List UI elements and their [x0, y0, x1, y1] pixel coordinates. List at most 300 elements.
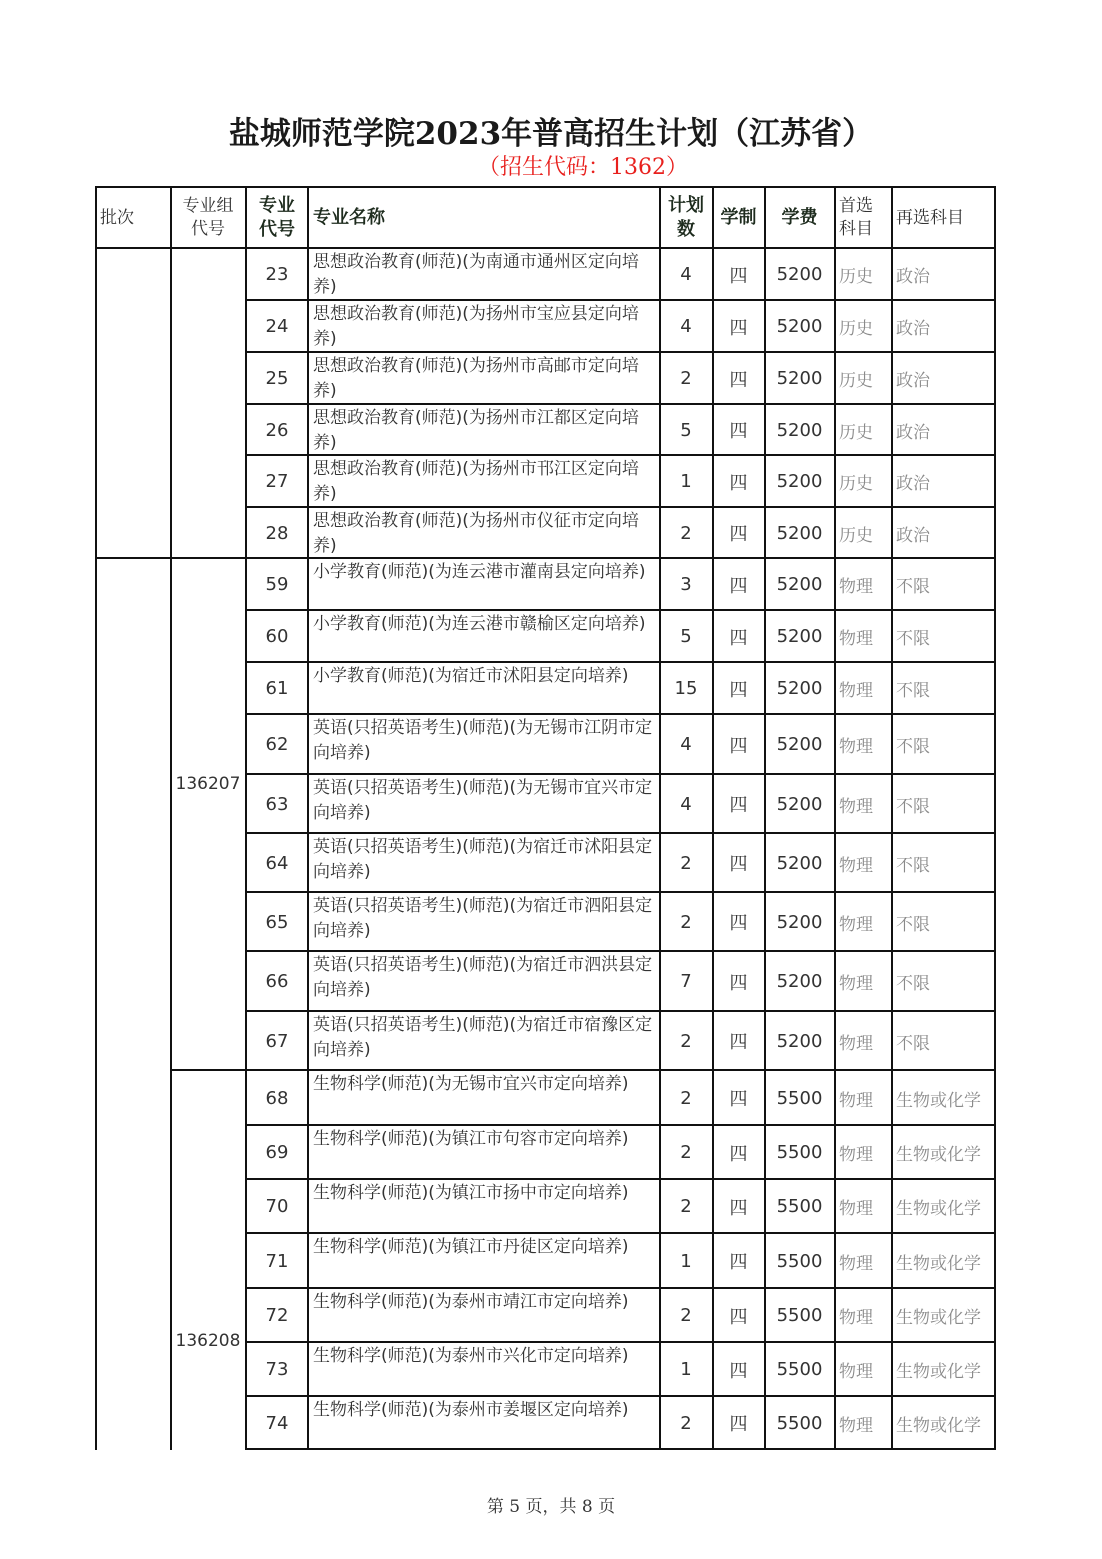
cell-second: [892, 301, 995, 352]
cell-duration: [713, 1397, 764, 1449]
cell-duration: [713, 301, 764, 352]
cell-plan-text: 2: [680, 1142, 692, 1163]
cell-duration-text: 四: [729, 265, 748, 287]
cell-tuition-text: 5500: [776, 1196, 823, 1217]
cell-second-text: 政治: [896, 267, 930, 287]
cell-name: [309, 1180, 659, 1233]
cell-code-text: 65: [265, 911, 289, 933]
cell-name-text: 思想政治教育(师范)(为扬州市仪征市定向培养): [313, 511, 639, 556]
cell-duration-text: 四: [729, 627, 748, 649]
cell-name-text: 生物科学(师范)(为泰州市兴化市定向培养): [313, 1346, 629, 1366]
cell-code-text: 62: [265, 734, 289, 755]
cell-duration-text: 四: [729, 1143, 748, 1165]
cell-code-text: 67: [265, 1030, 289, 1052]
header-major-code: [246, 188, 308, 248]
cell-name: [309, 611, 659, 662]
cell-tuition: [765, 663, 834, 714]
cell-second-text: 生物或化学: [896, 1362, 981, 1382]
cell-code-text: 63: [265, 793, 289, 815]
cell-tuition: [765, 834, 834, 892]
cell-duration-text: 四: [729, 317, 748, 339]
cell-second: [892, 715, 995, 774]
cell-code-text: 70: [265, 1196, 289, 1217]
cell-duration-text: 四: [729, 575, 748, 597]
header-group-code-line2: 代号: [191, 219, 225, 239]
cell-code: [246, 508, 308, 558]
cell-code-text: 71: [265, 1250, 289, 1272]
group-code-cell: [171, 1071, 245, 1449]
cell-code-text: 24: [265, 316, 289, 337]
cell-second: [892, 405, 995, 455]
header-major-name-label: 专业名称: [313, 207, 385, 228]
cell-first: [835, 1289, 891, 1342]
cell-duration-text: 四: [729, 524, 748, 545]
cell-second-text: 不限: [896, 974, 930, 994]
cell-duration-text: 四: [729, 1089, 748, 1110]
cell-plan-text: 2: [680, 1196, 692, 1217]
cell-tuition-text: 5200: [776, 971, 823, 992]
header-major-code-line2: 代号: [259, 219, 295, 240]
cell-first: [835, 775, 891, 833]
cell-name: [309, 1071, 659, 1125]
cell-name-text: 英语(只招英语考生)(师范)(为宿迁市泗阳县定向培养): [313, 896, 653, 941]
cell-plan-text: 2: [680, 911, 692, 933]
cell-code: [246, 834, 308, 892]
cell-duration-text: 四: [729, 854, 748, 875]
cell-plan-text: 3: [680, 574, 692, 595]
cell-plan-text: 2: [680, 1087, 692, 1109]
cell-duration-text: 四: [729, 972, 748, 994]
header-batch: [96, 188, 170, 248]
cell-first-text: 物理: [839, 855, 873, 876]
cell-code: [246, 775, 308, 833]
cell-tuition: [765, 1126, 834, 1179]
cell-tuition-text: 5200: [776, 734, 823, 755]
cell-first-text: 物理: [839, 1145, 873, 1165]
cell-code: [246, 559, 308, 610]
cell-first-text: 物理: [839, 974, 873, 994]
header-first-subject: [835, 188, 891, 248]
cell-second-text: 生物或化学: [896, 1145, 981, 1165]
cell-code: [246, 893, 308, 951]
cell-plan: [660, 1126, 712, 1179]
cell-plan-text: 4: [680, 793, 692, 815]
cell-duration: [713, 405, 764, 455]
cell-tuition: [765, 353, 834, 404]
cell-first-text: 物理: [839, 1415, 873, 1436]
cell-tuition-text: 5200: [776, 626, 823, 647]
cell-second-text: 生物或化学: [896, 1253, 981, 1274]
cell-second: [892, 1126, 995, 1179]
cell-name-text: 思想政治教育(师范)(为扬州市江都区定向培养): [313, 408, 639, 453]
cell-plan: [660, 1180, 712, 1233]
cell-tuition-text: 5200: [776, 1030, 823, 1052]
cell-duration-text: 四: [729, 795, 748, 816]
cell-tuition: [765, 301, 834, 352]
cell-plan: [660, 1012, 712, 1070]
cell-tuition: [765, 1180, 834, 1233]
cell-first: [835, 353, 891, 404]
cell-first: [835, 1126, 891, 1179]
cell-tuition-text: 5200: [776, 368, 823, 389]
cell-plan-text: 15: [674, 678, 698, 699]
cell-name-text: 英语(只招英语考生)(师范)(为宿迁市宿豫区定向培养): [313, 1015, 653, 1060]
cell-code: [246, 301, 308, 352]
cell-first-text: 历史: [839, 474, 873, 494]
enrollment-code-subtitle: （招生代码：1362）: [478, 155, 688, 180]
cell-plan-text: 2: [680, 1030, 692, 1052]
cell-code: [246, 715, 308, 774]
cell-duration-text: 四: [729, 421, 748, 442]
cell-tuition-text: 5500: [776, 1142, 823, 1163]
cell-code-text: 25: [265, 368, 289, 389]
cell-name: [309, 559, 659, 610]
cell-second: [892, 353, 995, 404]
header-duration: [713, 188, 764, 248]
cell-name: [309, 249, 659, 300]
cell-code: [246, 663, 308, 714]
cell-code: [246, 1071, 308, 1125]
cell-plan-text: 4: [680, 734, 692, 755]
cell-plan-text: 2: [680, 368, 692, 389]
cell-code-text: 28: [265, 522, 289, 544]
cell-name: [309, 834, 659, 892]
cell-name-text: 生物科学(师范)(为镇江市句容市定向培养): [313, 1129, 629, 1149]
cell-second-text: 不限: [896, 737, 930, 757]
cell-second: [892, 559, 995, 610]
cell-second-text: 不限: [896, 1033, 930, 1054]
cell-code: [246, 1343, 308, 1396]
cell-plan: [660, 893, 712, 951]
cell-plan: [660, 834, 712, 892]
cell-name-text: 英语(只招英语考生)(师范)(为无锡市江阴市定向培养): [313, 718, 653, 763]
cell-first-text: 历史: [839, 371, 873, 391]
cell-second-text: 生物或化学: [896, 1090, 981, 1111]
cell-plan-text: 1: [680, 471, 692, 492]
cell-duration: [713, 715, 764, 774]
cell-second: [892, 1234, 995, 1288]
cell-second: [892, 249, 995, 300]
cell-duration: [713, 508, 764, 558]
cell-code-text: 69: [265, 1142, 289, 1163]
cell-code-text: 23: [265, 264, 289, 285]
cell-first: [835, 405, 891, 455]
cell-second-text: 不限: [896, 796, 930, 817]
cell-second: [892, 663, 995, 714]
cell-plan: [660, 715, 712, 774]
cell-first: [835, 611, 891, 662]
group-code-text: 136207: [175, 774, 241, 794]
cell-code-text: 60: [265, 626, 289, 647]
cell-code-text: 59: [265, 574, 289, 595]
cell-code: [246, 611, 308, 662]
cell-name-text: 思想政治教育(师范)(为扬州市宝应县定向培养): [313, 304, 639, 349]
cell-tuition: [765, 1234, 834, 1288]
cell-second: [892, 1397, 995, 1449]
cell-second-text: 不限: [896, 855, 930, 876]
header-plan-count-line2: 数: [677, 219, 695, 240]
cell-second: [892, 1289, 995, 1342]
cell-first-text: 物理: [839, 1033, 873, 1054]
cell-second: [892, 775, 995, 833]
cell-duration: [713, 611, 764, 662]
cell-code: [246, 1234, 308, 1288]
header-group-code: [171, 188, 245, 248]
cell-first: [835, 663, 891, 714]
cell-duration: [713, 952, 764, 1011]
group-code-cell: [171, 249, 245, 558]
cell-tuition-text: 5200: [776, 316, 823, 337]
cell-tuition: [765, 1071, 834, 1125]
cell-second: [892, 1343, 995, 1396]
cell-name-text: 思想政治教育(师范)(为扬州市邗江区定向培养): [313, 459, 639, 504]
cell-plan: [660, 775, 712, 833]
cell-name-text: 思想政治教育(师范)(为南通市通州区定向培养): [313, 252, 639, 297]
cell-tuition: [765, 405, 834, 455]
cell-second-text: 不限: [896, 914, 930, 935]
cell-first: [835, 1234, 891, 1288]
cell-duration-text: 四: [729, 472, 748, 494]
cell-second-text: 政治: [896, 422, 930, 443]
cell-plan: [660, 1234, 712, 1288]
cell-duration: [713, 834, 764, 892]
cell-second: [892, 611, 995, 662]
cell-plan: [660, 353, 712, 404]
cell-duration-text: 四: [729, 679, 748, 701]
cell-name-text: 生物科学(师范)(为镇江市扬中市定向培养): [313, 1183, 629, 1203]
cell-plan: [660, 1289, 712, 1342]
cell-plan: [660, 952, 712, 1011]
cell-tuition: [765, 1397, 834, 1449]
cell-plan-text: 2: [680, 1412, 692, 1434]
cell-name: [309, 1397, 659, 1449]
cell-second: [892, 952, 995, 1011]
cell-first-text: 物理: [839, 914, 873, 935]
cell-plan-text: 5: [680, 626, 692, 647]
cell-code: [246, 952, 308, 1011]
cell-code: [246, 405, 308, 455]
cell-duration-text: 四: [729, 1252, 748, 1273]
cell-first-text: 物理: [839, 1362, 873, 1382]
cell-second-text: 政治: [896, 371, 930, 391]
cell-first: [835, 834, 891, 892]
cell-first-text: 物理: [839, 629, 873, 649]
cell-name: [309, 1289, 659, 1342]
cell-second: [892, 1071, 995, 1125]
cell-tuition-text: 5200: [776, 911, 823, 933]
cell-code-text: 72: [265, 1305, 289, 1326]
cell-first: [835, 952, 891, 1011]
cell-name-text: 英语(只招英语考生)(师范)(为宿迁市泗洪县定向培养): [313, 955, 653, 1000]
cell-tuition: [765, 1343, 834, 1396]
group-code-cell: [171, 559, 245, 1070]
cell-first: [835, 456, 891, 507]
cell-name: [309, 456, 659, 507]
cell-code-text: 73: [265, 1359, 289, 1380]
cell-plan: [660, 249, 712, 300]
cell-first: [835, 893, 891, 951]
cell-duration-text: 四: [729, 1360, 748, 1382]
cell-first-text: 物理: [839, 737, 873, 757]
cell-name: [309, 353, 659, 404]
cell-first-text: 物理: [839, 1253, 873, 1274]
cell-name: [309, 952, 659, 1011]
header-major-name: [309, 188, 659, 248]
cell-plan: [660, 1397, 712, 1449]
cell-first-text: 历史: [839, 319, 873, 339]
cell-name: [309, 301, 659, 352]
cell-first-text: 物理: [839, 681, 873, 701]
cell-plan: [660, 1343, 712, 1396]
cell-duration: [713, 1180, 764, 1233]
cell-duration: [713, 1126, 764, 1179]
cell-tuition-text: 5200: [776, 419, 823, 441]
header-major-code-line1: 专业: [259, 195, 295, 216]
cell-plan: [660, 301, 712, 352]
header-group-code-line1: 专业组: [182, 196, 234, 216]
cell-tuition: [765, 1289, 834, 1342]
header-tuition-label: 学费: [781, 207, 818, 228]
cell-first-text: 历史: [839, 267, 873, 287]
cell-duration: [713, 1343, 764, 1396]
cell-tuition-text: 5200: [776, 574, 823, 595]
cell-plan-text: 2: [680, 1305, 692, 1326]
cell-tuition-text: 5200: [776, 852, 823, 874]
document-title: 盐城师范学院2023年普高招生计划（江苏省）: [228, 116, 874, 152]
cell-first: [835, 1397, 891, 1449]
cell-second: [892, 1012, 995, 1070]
cell-plan: [660, 559, 712, 610]
cell-name: [309, 663, 659, 714]
cell-name-text: 小学教育(师范)(为连云港市赣榆区定向培养): [313, 614, 646, 634]
cell-first: [835, 1012, 891, 1070]
header-plan-count: [660, 188, 712, 248]
cell-tuition-text: 5200: [776, 471, 823, 492]
cell-name: [309, 1126, 659, 1179]
cell-plan: [660, 1071, 712, 1125]
cell-tuition: [765, 1012, 834, 1070]
cell-name: [309, 1343, 659, 1396]
cell-duration: [713, 1012, 764, 1070]
cell-tuition: [765, 952, 834, 1011]
cell-code: [246, 1289, 308, 1342]
cell-duration-text: 四: [729, 1306, 748, 1328]
cell-tuition-text: 5500: [776, 1250, 823, 1272]
cell-name-text: 生物科学(师范)(为镇江市丹徒区定向培养): [313, 1237, 629, 1257]
cell-tuition-text: 5200: [776, 264, 823, 285]
cell-second: [892, 834, 995, 892]
cell-tuition-text: 5500: [776, 1412, 823, 1434]
cell-second: [892, 1180, 995, 1233]
cell-plan-text: 5: [680, 419, 692, 441]
header-tuition: [765, 188, 834, 248]
cell-name-text: 生物科学(师范)(为无锡市宜兴市定向培养): [313, 1074, 629, 1094]
cell-name-text: 英语(只招英语考生)(师范)(为宿迁市沭阳县定向培养): [313, 837, 653, 882]
cell-second: [892, 508, 995, 558]
cell-duration: [713, 1289, 764, 1342]
cell-tuition-text: 5200: [776, 678, 823, 699]
cell-first: [835, 715, 891, 774]
cell-second-text: 不限: [896, 681, 930, 701]
cell-second-text: 政治: [896, 319, 930, 339]
cell-second: [892, 456, 995, 507]
cell-code: [246, 1180, 308, 1233]
cell-tuition-text: 5500: [776, 1087, 823, 1109]
cell-code-text: 66: [265, 971, 289, 992]
cell-tuition: [765, 559, 834, 610]
cell-plan-text: 4: [680, 316, 692, 337]
cell-first-text: 物理: [839, 1090, 873, 1111]
cell-first: [835, 559, 891, 610]
cell-duration: [713, 775, 764, 833]
cell-plan: [660, 456, 712, 507]
cell-code: [246, 249, 308, 300]
cell-tuition: [765, 508, 834, 558]
cell-duration: [713, 1071, 764, 1125]
cell-tuition: [765, 893, 834, 951]
cell-tuition: [765, 456, 834, 507]
cell-code-text: 74: [265, 1412, 289, 1434]
cell-first: [835, 1180, 891, 1233]
cell-first-text: 物理: [839, 796, 873, 817]
cell-duration: [713, 249, 764, 300]
cell-name-text: 小学教育(师范)(为连云港市灌南县定向培养): [313, 562, 646, 582]
header-plan-count-line1: 计划: [668, 195, 704, 216]
cell-duration-text: 四: [729, 369, 748, 391]
cell-first-text: 历史: [839, 422, 873, 443]
cell-first-text: 物理: [839, 1308, 873, 1328]
cell-plan-text: 2: [680, 522, 692, 544]
cell-duration: [713, 456, 764, 507]
cell-plan: [660, 508, 712, 558]
cell-first: [835, 1071, 891, 1125]
cell-tuition: [765, 249, 834, 300]
cell-code: [246, 353, 308, 404]
header-batch-label: 批次: [100, 207, 134, 228]
cell-first-text: 历史: [839, 525, 873, 546]
cell-name: [309, 775, 659, 833]
cell-duration-text: 四: [729, 1197, 748, 1219]
cell-code-text: 26: [265, 419, 289, 441]
cell-first: [835, 249, 891, 300]
cell-tuition-text: 5200: [776, 522, 823, 544]
cell-code-text: 27: [265, 471, 289, 492]
cell-code: [246, 1012, 308, 1070]
cell-tuition-text: 5500: [776, 1305, 823, 1326]
cell-duration: [713, 353, 764, 404]
cell-duration-text: 四: [729, 735, 748, 757]
cell-name: [309, 508, 659, 558]
cell-second-text: 政治: [896, 525, 930, 546]
header-second-subject-label: 再选科目: [896, 207, 964, 228]
cell-second-text: 生物或化学: [896, 1199, 981, 1219]
cell-plan-text: 1: [680, 1359, 692, 1380]
cell-code-text: 61: [265, 678, 289, 699]
page-number-footer: 第 5 页，共 8 页: [486, 1497, 616, 1517]
cell-second-text: 生物或化学: [896, 1308, 981, 1328]
cell-plan: [660, 611, 712, 662]
cell-plan-text: 4: [680, 264, 692, 285]
cell-plan-text: 2: [680, 852, 692, 874]
cell-tuition-text: 5200: [776, 793, 823, 815]
cell-second: [892, 893, 995, 951]
cell-tuition: [765, 715, 834, 774]
header-first-subject-line1: 首选: [839, 196, 873, 216]
cell-name: [309, 405, 659, 455]
cell-name-text: 生物科学(师范)(为泰州市姜堰区定向培养): [313, 1400, 629, 1420]
cell-name: [309, 1234, 659, 1288]
header-first-subject-line2: 科目: [839, 219, 873, 239]
